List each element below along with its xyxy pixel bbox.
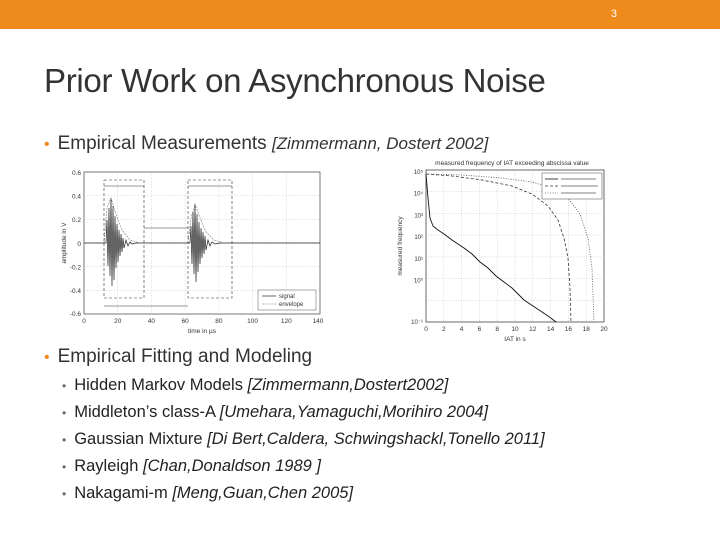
sub-bullet-citation: [Meng,Guan,Chen 2005]	[172, 484, 354, 502]
y-tick: 0.6	[71, 170, 81, 177]
x-tick: 60	[181, 318, 189, 325]
y-tick: -0.6	[69, 311, 81, 318]
x-tick: 20	[600, 326, 608, 333]
legend-signal: signal	[279, 294, 295, 300]
sub-bullet-class-a	[62, 403, 488, 422]
x-tick: 12	[529, 326, 537, 333]
x-tick: 140	[312, 318, 324, 325]
sub-bullet-hmm	[62, 376, 448, 395]
iat-plot-title: measured frequency of IAT exceeding abscissa value	[435, 160, 589, 167]
x-tick: 6	[477, 326, 482, 333]
slide-number: 3	[610, 8, 617, 20]
x-tick: 0	[82, 318, 86, 325]
bullet-empirical-fitting	[44, 346, 312, 368]
iat-frequency-plot	[392, 158, 620, 344]
sub-bullet-text: Rayleigh	[74, 457, 143, 475]
x-tick: 120	[280, 318, 292, 325]
y-tick: 10⁻¹	[411, 320, 423, 326]
sub-bullet-gaussian-mixture	[62, 430, 545, 449]
bullet-text: Empirical Measurements	[57, 133, 272, 154]
x-tick: 20	[114, 318, 122, 325]
y-tick: 10⁴	[413, 191, 423, 198]
sub-bullet-dot-icon: •	[62, 433, 67, 447]
sub-bullet-dot-icon: •	[62, 406, 67, 420]
x-tick: 4	[459, 326, 464, 333]
top-accent-bar	[0, 0, 720, 29]
iat-plot-svg	[392, 158, 620, 344]
y-tick: 10³	[414, 213, 423, 220]
legend-envelope: envelope	[279, 302, 304, 308]
y-tick: 10⁰	[413, 278, 423, 285]
x-axis-label: time in µs	[188, 328, 216, 335]
x-tick: 16	[564, 326, 573, 333]
y-axis-label: measured frequency	[397, 216, 404, 276]
impulse-time-plot	[60, 168, 325, 336]
bullet-citation: [Zimmermann, Dostert 2002]	[271, 134, 489, 153]
sub-bullet-text: Middleton’s class-A	[74, 403, 220, 421]
y-tick: 10⁵	[413, 170, 423, 176]
x-tick: 8	[495, 326, 500, 333]
sub-bullet-dot-icon: •	[62, 460, 67, 474]
x-tick-labels	[424, 326, 608, 333]
y-tick-labels	[411, 169, 423, 326]
sub-bullet-citation: [Zimmermann,Dostert2002]	[247, 376, 449, 394]
y-tick: -0.4	[69, 288, 81, 295]
y-tick: 10¹	[414, 256, 423, 263]
x-tick: 14	[546, 326, 555, 333]
y-tick: -0.2	[69, 264, 81, 272]
bullet-empirical-measurements	[44, 133, 488, 155]
sub-bullet-citation: [Di Bert,Caldera, Schwingshackl,Tonello 2011]	[207, 430, 545, 448]
x-tick: 2	[441, 326, 446, 333]
x-tick-labels	[82, 318, 324, 325]
bullet-text: Empirical Fitting and Modeling	[57, 346, 313, 367]
sub-bullet-text: Nakagami-m	[74, 484, 173, 502]
y-tick: 0.2	[71, 217, 81, 224]
sub-bullet-nakagami	[62, 484, 353, 503]
y-tick: 0	[77, 241, 81, 248]
y-tick: 10²	[414, 235, 423, 242]
y-tick-labels	[70, 170, 82, 318]
x-axis-label: IAT in s	[504, 336, 526, 343]
x-tick: 100	[247, 318, 259, 325]
y-tick: 0.4	[71, 193, 81, 201]
bullet-dot-icon: •	[44, 349, 50, 366]
slide-title: Prior Work on Asynchronous Noise	[44, 62, 546, 99]
y-axis-label: amplitude in V	[61, 222, 68, 264]
sub-bullet-dot-icon: •	[62, 379, 67, 393]
sub-bullet-rayleigh	[62, 457, 321, 476]
x-tick: 10	[511, 326, 519, 333]
x-tick: 18	[582, 326, 590, 333]
x-tick: 80	[215, 318, 223, 325]
sub-bullet-text: Hidden Markov Models	[74, 376, 248, 394]
sub-bullet-citation: [Chan,Donaldson 1989 ]	[143, 457, 321, 475]
impulse-plot-svg	[60, 168, 325, 336]
sub-bullet-dot-icon: •	[62, 487, 67, 501]
x-tick: 40	[147, 318, 156, 325]
bullet-dot-icon: •	[44, 136, 50, 153]
x-tick: 0	[424, 326, 428, 333]
sub-bullet-citation: [Umehara,Yamaguchi,Morihiro 2004]	[219, 403, 489, 421]
sub-bullet-text: Gaussian Mixture	[74, 430, 208, 448]
